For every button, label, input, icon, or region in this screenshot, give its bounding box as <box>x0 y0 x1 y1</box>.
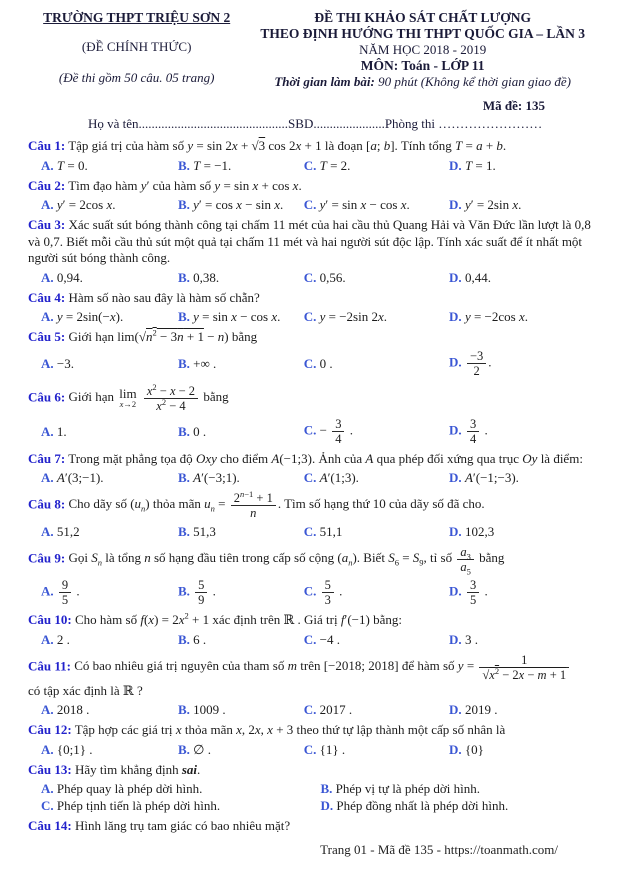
question-text: Hình lăng trụ tam giác có bao nhiêu mặt? <box>74 818 291 833</box>
option-a: A. 0,94. <box>41 269 83 285</box>
option-d: D. Phép đồng nhất là phép dời hình. <box>320 798 509 813</box>
option-c: C. 51,1 <box>303 524 343 539</box>
option-c: C. T = 2. <box>303 157 351 173</box>
option-b: B. y = sin x − cos x. <box>177 309 281 324</box>
question <box>28 722 600 758</box>
option-b: B. y′ = cos x − sin x. <box>177 197 284 212</box>
option-d: D. A′(−1;−3). <box>449 470 519 485</box>
school-year: NĂM HỌC 2018 - 2019 <box>359 42 487 57</box>
option-d: D. 2019 . <box>449 702 498 717</box>
official-label: (ĐỀ CHÍNH THỨC) <box>81 39 192 54</box>
option-d: D. y′ = 2sin x. <box>449 197 522 212</box>
option-b: B. +∞ . <box>177 355 217 371</box>
subject-line: MÔN: Toán - LỚP 11 <box>360 58 485 73</box>
option-a: A. $\frac{9}{5}$ . <box>41 578 80 607</box>
question-label: Câu 5: <box>28 329 66 344</box>
question-text: Xác suất sút bóng thành công tại chấm 11 mét của hai cầu thủ Quang Hải và Văn Đức lần lượt là 0,8 và 0,7. Biết mỗi cầu thủ sút một quả tại chấm 11 mét và hai người sút độc lập. Tính xác suất để ít nhất một người sút bóng thành công. <box>28 217 591 265</box>
question <box>28 762 600 815</box>
time-value: 90 phút (Không kể thời gian giao đề) <box>374 74 571 89</box>
question-options <box>28 631 600 648</box>
question <box>28 451 600 487</box>
option-b: B. 6 . <box>177 631 207 647</box>
option-c: C. − $\frac{3}{4}$ . <box>303 416 353 446</box>
option-d: D. $\frac{3}{4}$ . <box>449 416 488 446</box>
option-d: D. 3 . <box>449 631 478 647</box>
time-label: Thời gian làm bài: <box>274 74 375 89</box>
header-right <box>245 10 600 90</box>
option-a: A. y′ = 2cos x. <box>41 197 116 212</box>
question-label: Câu 6: <box>28 388 66 404</box>
question-label: Câu 2: <box>28 177 66 193</box>
question-label: Câu 7: <box>28 450 66 466</box>
question <box>28 178 600 214</box>
option-b: B. A′(−3;1). <box>177 470 240 485</box>
question <box>28 818 600 835</box>
question-options <box>28 780 600 814</box>
question <box>28 329 600 379</box>
option-b: B. 0 . <box>177 423 207 439</box>
exam-title-line2: THEO ĐỊNH HƯỚNG THI THPT QUỐC GIA – LẦN 3 <box>260 26 586 41</box>
question-text: Giới hạn lim x→2 $\frac{x^2 - x - 2}{x^2 - 4}$ bằng <box>68 381 229 413</box>
option-c: C. Phép tịnh tiến là phép dời hình. <box>41 798 221 813</box>
exam-title-line1: ĐỀ THI KHẢO SÁT CHẤT LƯỢNG <box>314 10 532 25</box>
option-a: A. T = 0. <box>41 157 88 173</box>
option-b: B. 51,3 <box>177 524 216 539</box>
option-c: C. 0,56. <box>303 269 346 285</box>
option-d: D. $\frac{3}{5}$ . <box>449 578 488 607</box>
option-a: A. {0;1} . <box>41 741 93 757</box>
question-options <box>28 416 600 447</box>
question-options <box>28 741 600 758</box>
option-a: A. A′(3;−1). <box>41 470 104 485</box>
option-c: C. A′(1;3). <box>303 470 359 485</box>
student-name-line: Họ và tên..............................................SBD......................Phòng thi …………………… <box>88 116 543 131</box>
question <box>28 138 600 174</box>
option-b: B. Phép vị tự là phép dời hình. <box>320 781 480 796</box>
option-d: D. {0} <box>449 741 484 757</box>
question-text: Hãy tìm khẳng định sai. <box>74 761 201 777</box>
question-label: Câu 13: <box>28 761 72 777</box>
question <box>28 290 600 326</box>
option-b: B. $\frac{5}{9}$ . <box>177 578 216 607</box>
question-options <box>28 308 600 325</box>
question-label: Câu 10: <box>28 612 72 627</box>
question-label: Câu 8: <box>28 496 66 512</box>
question-text: Trong mặt phẳng tọa độ Oxy cho điểm A(−1;3). Ảnh của A qua phép đối xứng qua trục Oy là điểm: <box>68 450 583 466</box>
question-text: Cho hàm số $f(x) = 2x^2 + 1$ xác định trên ℝ . Giá trị f′(−1) bằng: <box>74 610 402 627</box>
question-label: Câu 9: <box>28 550 66 566</box>
question-options <box>28 196 600 213</box>
page-footer: Trang 01 - Mã đề 135 - https://toanmath.com/ <box>320 842 558 857</box>
question-text: Gọi $S_n$ là tổng n số hạng đầu tiên trong cấp số cộng $(a_n)$. Biết $S_6 = S_9$, tỉ số $\frac{a_3}{a_5}$ bằng <box>68 545 505 577</box>
option-d: D. y = −2cos x. <box>449 309 528 324</box>
question-options <box>28 348 600 379</box>
question-text: Tìm đạo hàm y′ của hàm số y = sin x + cos x. <box>68 177 302 193</box>
option-d: D. $\frac{-3}{2}$ . <box>449 348 492 378</box>
option-d: D. T = 1. <box>449 157 496 173</box>
option-a: A. y = 2sin(−x). <box>41 309 124 324</box>
question-options <box>28 269 600 286</box>
option-b: B. ∅ . <box>177 741 211 757</box>
question <box>28 612 600 648</box>
option-d: D. 102,3 <box>449 524 495 539</box>
option-c: C. 2017 . <box>303 702 353 717</box>
option-c: C. $\frac{5}{3}$ . <box>303 578 343 607</box>
option-d: D. 0,44. <box>449 269 491 285</box>
question-text: Có bao nhiêu giá trị nguyên của tham số m trên [−2018; 2018] để hàm số y = $\frac{1}{√x^2 - 2x - m + 1}$ có tập xác định là ℝ ? <box>28 658 571 698</box>
question-label: Câu 14: <box>28 818 72 833</box>
question-text: Tập giá trị của hàm số y = sin 2x + √3 cos 2x + 1 là đoạn [a; b]. Tính tổng T = a + b. <box>68 138 507 153</box>
question-options <box>28 701 600 718</box>
option-b: B. 0,38. <box>177 269 220 285</box>
question-label: Câu 3: <box>28 217 66 232</box>
option-c: C. y′ = sin x − cos x. <box>303 197 410 212</box>
question-options <box>28 157 600 174</box>
question-options <box>28 577 600 608</box>
pages-note: (Đề thi gồm 50 câu. 05 trang) <box>58 70 215 85</box>
question-label: Câu 1: <box>28 138 66 153</box>
question-text: Giới hạn $\lim(√n^2 - 3n + 1 - n)$ bằng <box>68 327 258 344</box>
option-b: B. 1009 . <box>177 702 226 717</box>
option-a: A. −3. <box>41 355 74 371</box>
question-text: Tập hợp các giá trị x thỏa mãn x, 2x, x + 3 theo thứ tự lập thành một cấp số nhân là <box>74 722 506 737</box>
question-text: Hàm số nào sau đây là hàm số chẵn? <box>68 289 260 305</box>
header <box>28 10 600 90</box>
question-text: Cho dãy số $(u_n)$ thỏa mãn $u_n$ = $\frac{2^{n-1} + 1}{n}$ . Tìm số hạng thứ 10 của dãy số đã cho. <box>68 488 485 520</box>
option-a: A. 1. <box>41 423 67 439</box>
time-line <box>245 74 600 90</box>
option-a: A. Phép quay là phép dời hình. <box>41 781 203 796</box>
questions <box>28 138 600 835</box>
exam-code: Mã đề: 135 <box>482 98 545 113</box>
question-options <box>28 523 600 540</box>
question <box>28 490 600 540</box>
question <box>28 544 600 608</box>
question-options <box>28 469 600 486</box>
header-left <box>28 10 245 90</box>
option-c: C. y = −2sin 2x. <box>303 309 388 324</box>
option-c: C. {1} . <box>303 741 346 757</box>
option-a: A. 2 . <box>41 631 70 647</box>
option-b: B. T = −1. <box>177 157 232 173</box>
question-label: Câu 12: <box>28 722 72 737</box>
question <box>28 217 600 286</box>
question <box>28 652 600 719</box>
question-label: Câu 11: <box>28 657 71 673</box>
option-c: C. 0 . <box>303 355 333 371</box>
option-c: C. −4 . <box>303 631 340 647</box>
option-a: A. 2018 . <box>41 702 90 717</box>
option-a: A. 51,2 <box>41 524 80 539</box>
question <box>28 383 600 447</box>
question-label: Câu 4: <box>28 289 66 305</box>
school-name: TRƯỜNG THPT TRIỆU SƠN 2 <box>43 10 231 25</box>
